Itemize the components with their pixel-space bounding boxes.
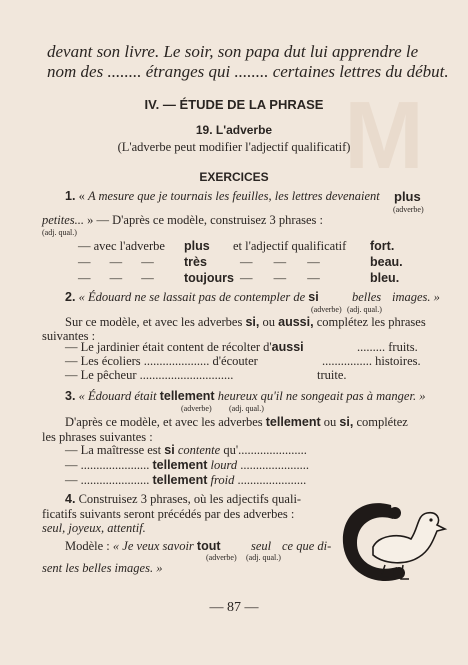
exercise-3-adverb: tellement — [159, 389, 215, 403]
tag-adverbe-1: (adverbe) — [393, 205, 424, 214]
ex2-line-3: — Le pêcheur .............................. — [65, 368, 234, 382]
ex2-line3-end: truite. — [317, 368, 347, 382]
quote-open: « — [78, 189, 88, 203]
ex3-line3-adj: froid — [210, 473, 235, 487]
ex3-instr-end: complétez — [356, 415, 408, 429]
ex2-line-1 — [65, 340, 304, 355]
ex3-line3-start: — ...................... — [65, 473, 150, 487]
ex3-line2-adj: lourd — [210, 458, 238, 472]
ex4-model-tout: tout — [196, 539, 221, 553]
tag-adjqual-1: (adj. qual.) — [42, 228, 77, 237]
ex1-row1-adj: fort. — [370, 239, 395, 253]
exercise-4-line-1 — [65, 492, 301, 507]
ex1-row3-mid: — — — — [240, 271, 320, 285]
ex3-line-1 — [65, 443, 307, 458]
ex2-line1-end: ......... fruits. — [357, 340, 418, 354]
ex1-row2-adverb: très — [184, 255, 207, 269]
ex1-row2-mid: — — — — [240, 255, 320, 269]
ex3-line2-tellement: tellement — [152, 458, 208, 472]
ex3-line-2 — [65, 458, 309, 473]
exercises-title: EXERCICES — [199, 170, 269, 184]
intro-line-1: devant son livre. Le soir, son papa dut lui apprendre le — [47, 42, 419, 61]
ex2-line1-start: — Le jardinier était content de récolter d' — [65, 340, 272, 354]
tag-adverbe-3: (adverbe) — [181, 404, 212, 413]
ex3-instr-suivantes: les phrases suivantes : — [42, 430, 153, 444]
exercise-1-adverb: plus — [394, 189, 421, 204]
tag-adverbe-2: (adverbe) — [311, 305, 342, 314]
ex3-line1-adj: contente — [177, 443, 221, 457]
lesson-note: (L'adverbe peut modifier l'adjectif qualificatif) — [117, 140, 351, 154]
lesson-title: 19. L'adverbe — [195, 123, 273, 137]
exercise-4-model — [65, 539, 221, 554]
exercise-3-sentence-start: « Édouard était — [78, 389, 157, 403]
ex3-line1-si: si — [164, 443, 175, 457]
ex4-model-label: Modèle : — [65, 539, 113, 553]
bleed-through-letter: M — [344, 82, 424, 189]
exercise-4-line-5: sent les belles images. » — [42, 561, 163, 575]
exercise-4-line-3: seul, joyeux, attentif. — [42, 521, 146, 535]
exercise-2-instruction — [65, 315, 426, 330]
ex3-line2-end: ...................... — [240, 458, 310, 472]
exercise-2-quote — [65, 290, 319, 305]
ex1-row2-dash: — — — — [78, 255, 154, 269]
tag-adjqual-2: (adj. qual.) — [347, 305, 382, 314]
ex2-instr-aussi: aussi, — [278, 315, 314, 329]
ex4-model-text: « Je veux savoir — [112, 539, 194, 553]
tag-adjqual-4: (adj. qual.) — [246, 553, 281, 562]
exercise-3-number: 3. — [65, 389, 76, 403]
tag-adverbe-4: (adverbe) — [206, 553, 237, 562]
ex1-row1-mid: et l'adjectif qualificatif — [233, 239, 347, 253]
ex3-line3-end: ...................... — [237, 473, 307, 487]
ex3-instr-tellement: tellement — [265, 415, 321, 429]
ex3-line1-start: — La maîtresse est — [65, 443, 162, 457]
ex3-instr-si: si, — [339, 415, 354, 429]
ex2-line-2: — Les écoliers ..................... d'écouter — [65, 354, 258, 368]
ex2-instr-start: Sur ce modèle, et avec les adverbes — [65, 315, 243, 329]
ex1-row1-dash: — avec l'adverbe — [78, 239, 165, 253]
ex4-line1-text: Construisez 3 phrases, où les adjectifs quali- — [78, 492, 302, 506]
ex2-instr-end: complétez les phrases — [316, 315, 426, 329]
exercise-2-adverb: si — [308, 290, 319, 304]
ex2-line2-end: ................ histoires. — [322, 354, 421, 368]
exercise-2-sentence-end: images. » — [392, 290, 440, 304]
ex2-line1-aussi: aussi — [271, 340, 304, 354]
exercise-3-instruction — [65, 415, 408, 430]
exercise-1-quote — [65, 189, 380, 204]
exercise-4-number: 4. — [65, 492, 76, 506]
ex2-instr-ou: ou — [262, 315, 276, 329]
exercise-1-line-2 — [42, 213, 323, 228]
ex3-instr-ou: ou — [323, 415, 337, 429]
intro-line-2: nom des ........ étranges qui ........ certaines lettres du début. — [47, 62, 449, 81]
exercise-3-sentence-end: heureux qu'il ne songeait pas à manger. » — [217, 389, 426, 403]
section-title: IV. — ÉTUDE DE LA PHRASE — [144, 97, 324, 112]
exercise-1-instruction: » — D'après ce modèle, construisez 3 phrases : — [84, 213, 323, 227]
exercise-3-quote — [65, 389, 425, 404]
exercise-2-adj: belles — [352, 290, 382, 304]
ex3-line2-start: — ...................... — [65, 458, 150, 472]
page-number: — 87 — — [209, 600, 259, 615]
ex1-row1-adverb: plus — [184, 239, 210, 253]
ex3-line3-tellement: tellement — [152, 473, 208, 487]
exercise-4-line-2: ficatifs suivants seront précédés par des adverbes : — [42, 507, 295, 521]
ex4-model-seul: seul — [251, 539, 272, 553]
exercise-1-number: 1. — [65, 189, 76, 203]
ex1-row2-adj: beau. — [370, 255, 403, 269]
ex1-row3-dash: — — — — [78, 271, 154, 285]
ex2-instr-si: si, — [245, 315, 260, 329]
exercise-1-sentence-end: petites... — [42, 213, 85, 227]
ex3-line-3 — [65, 473, 306, 488]
exercise-2-number: 2. — [65, 290, 76, 304]
exercise-1-sentence: A mesure que je tournais les feuilles, les lettres devenaient — [87, 189, 380, 203]
ex1-row3-adj: bleu. — [370, 271, 400, 285]
ex2-instr-suivantes: suivantes : — [42, 329, 96, 343]
ex3-instr-start: D'après ce modèle, et avec les adverbes — [65, 415, 263, 429]
ex4-model-rest: ce que di- — [282, 539, 332, 553]
exercise-2-sentence: « Édouard ne se lassait pas de contempler de — [78, 290, 306, 304]
ex3-line1-end: qu'...................... — [223, 443, 307, 457]
letter-c-duck-illustration — [333, 493, 451, 589]
ex1-row3-adverb: toujours — [184, 271, 234, 285]
tag-adjqual-3: (adj. qual.) — [229, 404, 264, 413]
